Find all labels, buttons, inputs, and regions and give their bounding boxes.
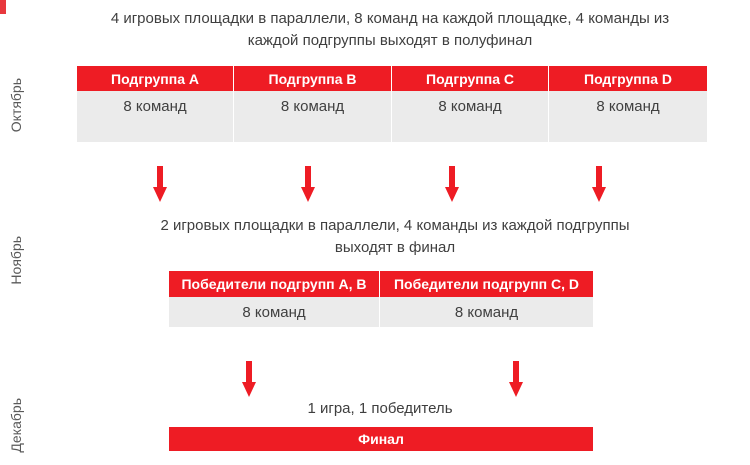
group-c-teams: 8 команд <box>392 91 549 142</box>
arrow-down-icon <box>301 166 315 202</box>
group-a-header: Подгруппа A <box>77 66 234 91</box>
group-a-teams: 8 команд <box>77 91 234 142</box>
month-label-october <box>7 60 25 150</box>
arrow-down-icon <box>242 361 256 397</box>
october-description: 4 игровых площадки в параллели, 8 команд на каждой площадке, 4 команды из каждой подгруппы выходят в полуфинал <box>110 10 670 49</box>
winners-cd-teams: 8 команд <box>380 297 593 327</box>
november-description: 2 игровых площадки в параллели, 4 команды из каждой подгруппы выходят в финал <box>160 217 630 256</box>
group-d-teams: 8 команд <box>549 91 707 142</box>
month-label-december <box>7 385 25 465</box>
group-c-header: Подгруппа C <box>392 66 549 91</box>
arrow-down-icon <box>509 361 523 397</box>
final-header: Финал <box>169 427 593 451</box>
month-label-november-text: Ноябрь <box>8 235 24 285</box>
arrow-down-icon <box>445 166 459 202</box>
month-label-december-text: Декабрь <box>8 397 24 453</box>
winners-ab-teams: 8 команд <box>169 297 380 327</box>
month-label-october-text: Октябрь <box>8 77 24 133</box>
corner-accent-mark <box>0 0 6 14</box>
month-label-november <box>7 215 25 305</box>
november-groups-table <box>169 271 593 327</box>
october-groups-table <box>77 66 707 142</box>
group-b-teams: 8 команд <box>234 91 392 142</box>
december-description: 1 игра, 1 победитель <box>307 400 453 417</box>
winners-cd-header: Победители подгрупп C, D <box>380 271 593 297</box>
group-b-header: Подгруппа B <box>234 66 392 91</box>
group-d-header: Подгруппа D <box>549 66 707 91</box>
arrow-down-icon <box>153 166 167 202</box>
arrow-down-icon <box>592 166 606 202</box>
final-table <box>169 427 593 451</box>
winners-ab-header: Победители подгрупп A, B <box>169 271 380 297</box>
